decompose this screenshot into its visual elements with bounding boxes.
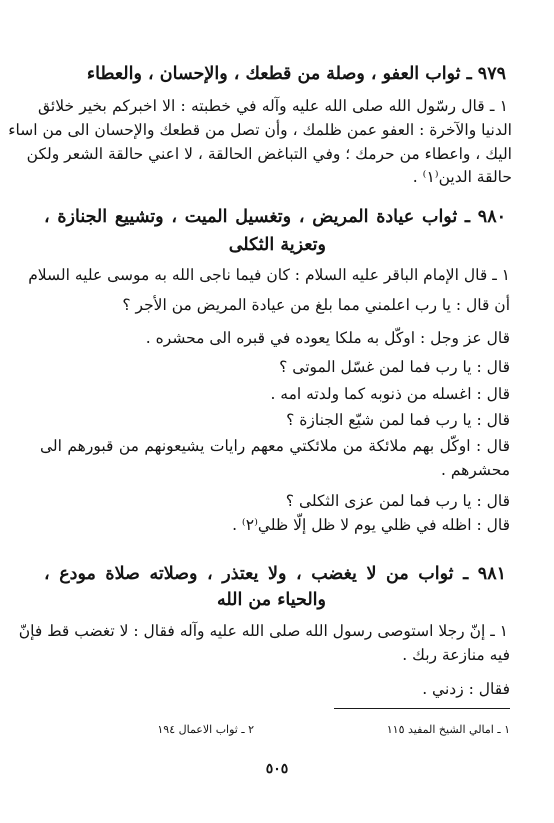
section-heading-980-cont: وتعزية الثكلى (228, 235, 326, 255)
paragraph-line: ١ ـ إنّ رجلا استوصى رسول الله صلى الله عليه وآله فقال : لا تغضب قط فإنّ (18, 622, 508, 640)
paragraph-line: ١ ـ قال الإمام الباقر عليه السلام : كان فيما ناجى الله به موسى عليه السلام (28, 266, 510, 284)
paragraph-line: الدنيا والآخرة : العفو عمن ظلمك ، وأن تصل من قطعك والإحسان الى من اساء (8, 121, 512, 139)
paragraph-line: قال : يا رب فما لمن عزى الثكلى ؟ (285, 492, 510, 510)
footnote-divider (334, 708, 510, 709)
paragraph-line: قال : اظله في ظلي يوم لا ظل إلّا ظلي⁽٢⁾ . (232, 516, 510, 534)
paragraph-line: اليك ، واعطاء من حرمك ؛ وفي التباغض الحالقة ، لا اعني حالقة الشعر ولكن (26, 145, 512, 163)
paragraph-line: قال : يا رب فما لمن غسّل الموتى ؟ (279, 358, 510, 376)
section-heading-980: ٩٨٠ ـ ثواب عيادة المريض ، وتغسيل الميت ، وتشييع الجنازة ، (44, 207, 506, 227)
paragraph-line: محشرهم . (440, 461, 510, 479)
paragraph-line: قال عز وجل : اوكّل به ملكا يعوده في قبره الى محشره . (145, 329, 510, 347)
paragraph-line: قال : اوكّل بهم ملائكة من ملائكتي معهم رايات يشيعونهم من قبورهم الى (40, 437, 510, 455)
paragraph-line: قال : يا رب فما لمن شيّع الجنازة ؟ (286, 411, 510, 429)
paragraph-line: ١ ـ قال رسّول الله صلى الله عليه وآله في خطبته : الا اخبركم بخير خلائق (38, 97, 508, 115)
section-heading-979: ٩٧٩ ـ ثواب العفو ، وصلة من قطعك ، والإحسان ، والعطاء (86, 64, 506, 84)
paragraph-line: قال : اغسله من ذنوبه كما ولدته امه . (270, 385, 510, 403)
page-number: ٥٠٥ (265, 761, 289, 777)
paragraph-line: حالقة الدين⁽١⁾ . (412, 168, 512, 186)
section-heading-981: ٩٨١ ـ ثواب من لا يغضب ، ولا يعتذر ، وصلاته صلاة مودع ، (44, 564, 506, 584)
paragraph-line: أن قال : يا رب اعلمني مما بلغ من عيادة المريض من الأجر ؟ (122, 296, 510, 314)
section-heading-981-cont: والحياء من الله (216, 590, 326, 610)
footnote-2: ٢ ـ ثواب الاعمال ١٩٤ (157, 723, 254, 736)
paragraph-line: فيه منازعة ربك . (402, 646, 510, 664)
footnote-1: ١ ـ امالي الشيخ المفيد ١١٥ (386, 723, 510, 736)
paragraph-line: فقال : زدني . (422, 680, 510, 698)
